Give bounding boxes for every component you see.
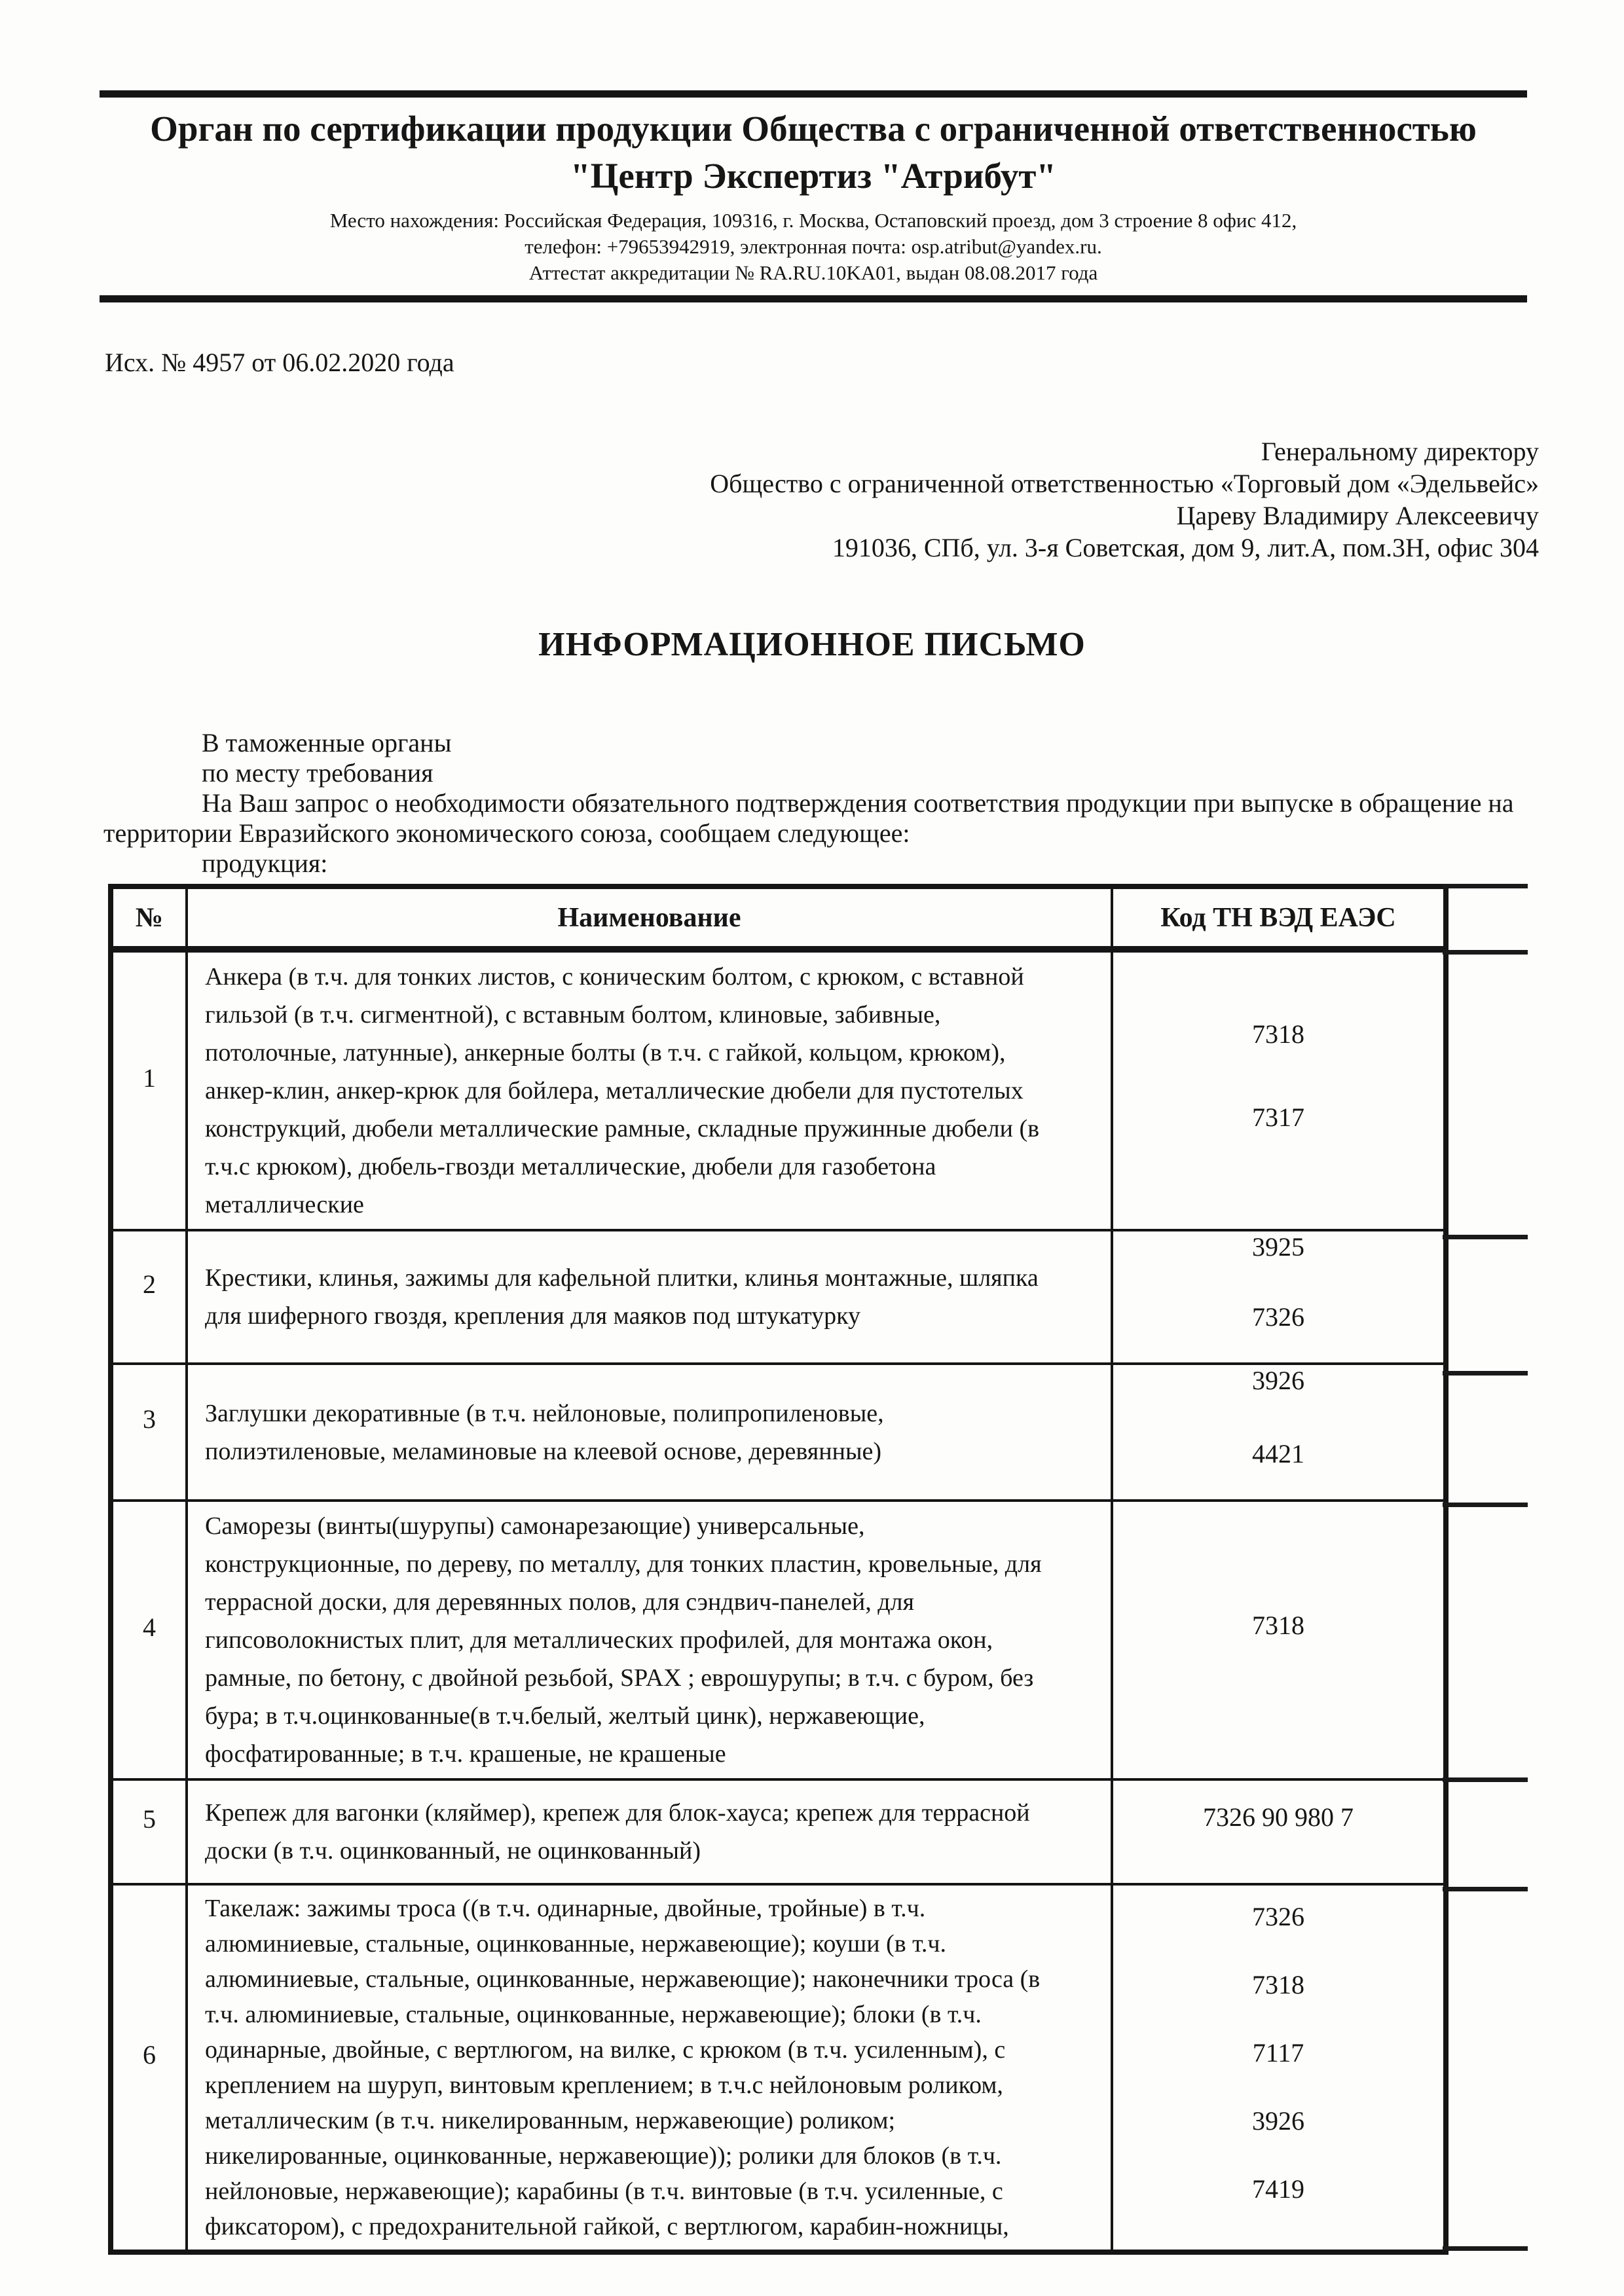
document-title: ИНФОРМАЦИОННОЕ ПИСЬМО bbox=[538, 626, 1086, 663]
table-hline-extension bbox=[1443, 950, 1528, 955]
header-cell-name: Наименование bbox=[187, 886, 1112, 949]
row-number: 2 bbox=[111, 1230, 187, 1364]
product-codes-cell bbox=[1112, 949, 1446, 1230]
table-row bbox=[111, 1501, 1446, 1779]
codes-stack bbox=[1113, 1231, 1443, 1362]
address-accreditation: Аттестат аккредитации № RA.RU.10KA01, выдан 08.08.2017 года bbox=[528, 261, 1098, 284]
product-codes-cell bbox=[1112, 1364, 1446, 1501]
product-name: Саморезы (винты(шурупы) самонарезающие) универсальные, конструкционные, по дереву, по металлу, для тонких пластин, кровельные, для террасной доски, для деревянных полов, для сэндвич-панелей, для гипсоволокнистых плит, для металлических профилей, для монтажа окон, рамные, по бетону, с двойной резьбой, SPAX ; еврошурупы; в т.ч. с буром, без бура; в т.ч.оцинкованные(в т.ч.белый, желтый цинк), нержавеющие, фосфатированные; в т.ч. крашеные, не крашеные bbox=[187, 1501, 1112, 1779]
codes-stack bbox=[1113, 1610, 1443, 1671]
letterhead-address bbox=[100, 208, 1527, 286]
codes-stack bbox=[1113, 1901, 1443, 2234]
tnved-code: 7117 bbox=[1252, 2037, 1304, 2068]
table-hline-extension bbox=[1443, 884, 1528, 888]
product-codes-cell bbox=[1112, 1884, 1446, 2252]
tnved-code: 7317 bbox=[1252, 1102, 1304, 1132]
tnved-code: 3926 bbox=[1252, 1366, 1304, 1395]
table-hline-extension bbox=[1443, 1371, 1528, 1376]
products-table-wrap bbox=[108, 884, 1457, 2255]
products-table bbox=[108, 884, 1449, 2255]
org-name-line2: "Центр Экспертиз "Атрибут" bbox=[570, 156, 1056, 196]
table-row bbox=[111, 1779, 1446, 1884]
letterhead bbox=[100, 90, 1527, 302]
body-paragraph: На Ваш запрос о необходимости обязательного подтверждения соответствия продукции при выпуске в обращение на территории Евразийского экономического союза, сообщаем следующее: bbox=[103, 788, 1514, 848]
addressee-line-2: по месту требования bbox=[202, 758, 434, 788]
outgoing-reference: Исх. № 4957 от 06.02.2020 года bbox=[105, 348, 454, 377]
table-row bbox=[111, 949, 1446, 1230]
table-hline-extension bbox=[1443, 1235, 1528, 1239]
row-number: 4 bbox=[111, 1501, 187, 1779]
tnved-code: 7419 bbox=[1252, 2174, 1304, 2204]
table-row bbox=[111, 1230, 1446, 1364]
tnved-code: 4421 bbox=[1252, 1439, 1304, 1468]
product-name: Заглушки декоративные (в т.ч. нейлоновые, полипропиленовые, полиэтиленовые, меламиновые на клеевой основе, деревянные) bbox=[187, 1364, 1112, 1501]
table-hline-extension bbox=[1443, 1887, 1528, 1891]
product-codes-cell bbox=[1112, 1779, 1446, 1884]
address-contacts: телефон: +79653942919, электронная почта: osp.atribut@yandex.ru. bbox=[525, 235, 1102, 258]
tnved-code: 7318 bbox=[1252, 1969, 1304, 1999]
codes-stack bbox=[1113, 1365, 1443, 1499]
address-location: Место нахождения: Российская Федерация, 109316, г. Москва, Остаповский проезд, дом 3 строение 8 офис 412, bbox=[329, 209, 1297, 232]
table-hline-extension bbox=[1443, 1777, 1528, 1782]
recipient-block bbox=[0, 435, 1539, 564]
product-codes-cell bbox=[1112, 1501, 1446, 1779]
products-label: продукция: bbox=[202, 848, 328, 878]
tnved-code: 7318 bbox=[1252, 1019, 1304, 1049]
tnved-code: 7326 bbox=[1252, 1901, 1304, 1931]
product-name: Такелаж: зажимы троса ((в т.ч. одинарные, двойные, тройные) в т.ч. алюминиевые, стальные, оцинкованные, нержавеющие); коуши (в т.ч. алюминиевые, стальные, оцинкованные, нержавеющие); наконечники троса (в т.ч. алюминиевые, стальные, оцинкованные, нержавеющие); блоки (в т.ч. одинарные, двойные, с вертлюгом, на вилке, с крюком (в т.ч. усиленным), с креплением на шуруп, винтовым креплением; в т.ч.с нейлоновым роликом, металлическим (в т.ч. никелированным, нержавеющие) роликом; никелированные, оцинкованные, нержавеющие)); ролики для блоков (в т.ч. нейлоновые, нержавеющие); карабины (в т.ч. винтовые (в т.ч. усиленные, с фиксатором), с предохранительной гайкой, с вертлюгом, карабин-ножницы, bbox=[187, 1884, 1112, 2252]
tnved-code: 7318 bbox=[1252, 1610, 1304, 1640]
addressee-line-1: В таможенные органы bbox=[202, 728, 452, 757]
header-cell-number: № bbox=[111, 886, 187, 949]
recipient-position: Генеральному директору bbox=[1261, 437, 1539, 466]
tnved-code: 7326 90 980 7 bbox=[1203, 1802, 1354, 1832]
row-number: 1 bbox=[111, 949, 187, 1230]
table-row bbox=[111, 1364, 1446, 1501]
recipient-company: Общество с ограниченной ответственностью «Торговый дом «Эдельвейс» bbox=[710, 469, 1539, 498]
row-number: 5 bbox=[111, 1779, 187, 1884]
header-cell-code: Код ТН ВЭД ЕАЭС bbox=[1112, 886, 1446, 949]
product-name: Крепеж для вагонки (кляймер), крепеж для блок-хауса; крепеж для террасной доски (в т.ч. оцинкованный, не оцинкованный) bbox=[187, 1779, 1112, 1884]
table-hline-extension bbox=[1443, 2246, 1528, 2251]
tnved-code: 3925 bbox=[1252, 1232, 1304, 1262]
tnved-code: 3926 bbox=[1252, 2105, 1304, 2136]
product-codes-cell bbox=[1112, 1230, 1446, 1364]
product-name: Анкера (в т.ч. для тонких листов, с коническим болтом, с крюком, с вставной гильзой (в т.ч. сигментной), с вставным болтом, клиновые, забивные, потолочные, латунные), анкерные болты (в т.ч. с гайкой, кольцом, крюком), анкер-клин, анкер-крюк для бойлера, металлические дюбели для пустотелых конструкций, дюбели металлические рамные, складные пружинные дюбели (в т.ч.с крюком), дюбель-гвозди металлические, дюбели для газобетона металлические bbox=[187, 949, 1112, 1230]
tnved-code: 7326 bbox=[1252, 1302, 1304, 1332]
row-number: 6 bbox=[111, 1884, 187, 2252]
recipient-address: 191036, СПб, ул. 3-я Советская, дом 9, лит.А, пом.3Н, офис 304 bbox=[832, 533, 1539, 562]
table-row bbox=[111, 1884, 1446, 2252]
table-header-row bbox=[111, 886, 1446, 949]
row-number: 3 bbox=[111, 1364, 187, 1501]
product-name: Крестики, клинья, зажимы для кафельной плитки, клинья монтажные, шляпка для шиферного гвоздя, крепления для маяков под штукатурку bbox=[187, 1230, 1112, 1364]
codes-stack bbox=[1113, 1019, 1443, 1163]
codes-stack bbox=[1113, 1802, 1443, 1863]
letter-body bbox=[103, 728, 1540, 879]
table-hline-extension bbox=[1443, 1503, 1528, 1507]
org-name-line1: Орган по сертификации продукции Общества с ограниченной ответственностью bbox=[150, 109, 1477, 149]
recipient-person: Цареву Владимиру Алексеевичу bbox=[1176, 501, 1539, 530]
